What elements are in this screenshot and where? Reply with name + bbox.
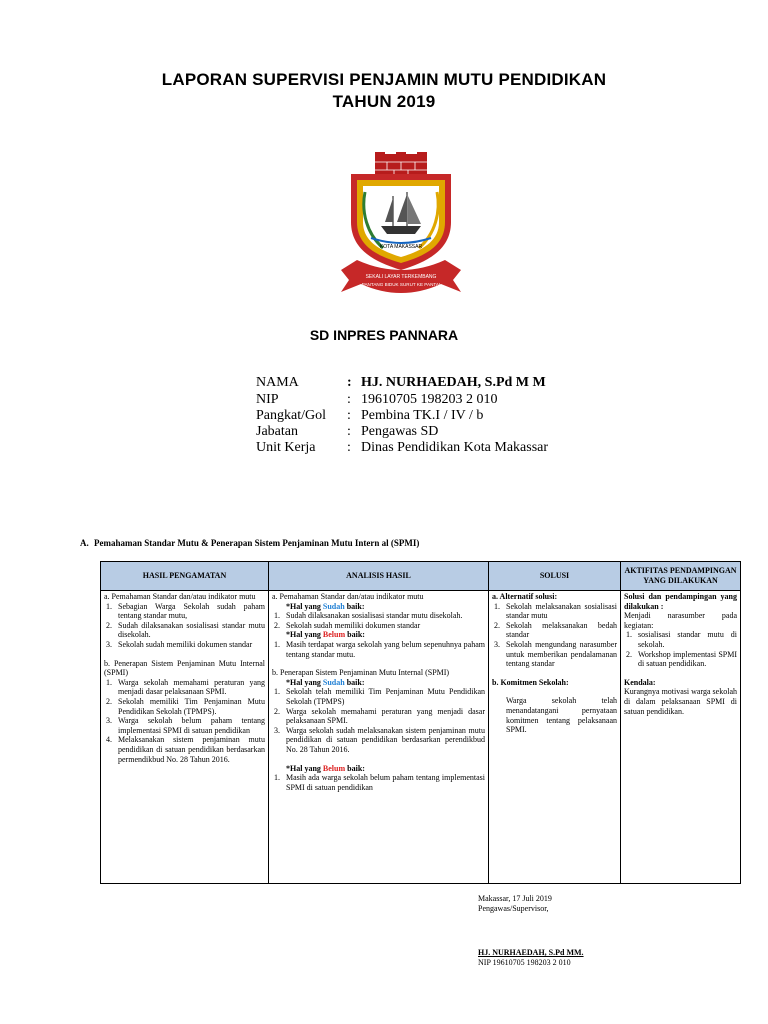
belum-label: *Hal yang Belum baik: bbox=[286, 763, 365, 773]
list-item: 2. Warga sekolah memahami peraturan yang menjadi dasar pelaksanaan SPMI. bbox=[274, 706, 485, 726]
list-item: 1. Sebagian Warga Sekolah sudah paham tentang standar mutu, bbox=[106, 601, 265, 621]
list-item: 1. sosialisasi standar mutu di sekolah. bbox=[626, 630, 737, 649]
sudah-label: *Hal yang Sudah baik: bbox=[286, 677, 365, 687]
list-item: 3. Sekolah mengundang narasumber untuk memberikan pendalamanan tentang standar bbox=[494, 639, 617, 669]
header-hasil-pengamatan: HASIL PENGAMATAN bbox=[101, 562, 269, 591]
list-item: 1. Masih ada warga sekolah belum paham tentang implementasi SPMI di satuan pendidikan bbox=[274, 773, 485, 792]
list-item: 3. Warga sekolah belum paham tentang implementasi SPMI di satuan pendidikan bbox=[106, 716, 265, 735]
header-aktifitas: AKTIFITAS PENDAMPINGAN YANG DILAKUKAN bbox=[621, 562, 741, 591]
identity-value: Pengawas SD bbox=[361, 424, 439, 439]
list-item: 2. Workshop implementasi SPMI di satuan pendidikan. bbox=[626, 649, 737, 669]
signature-block bbox=[478, 894, 584, 968]
table-row bbox=[101, 591, 741, 884]
identity-label: NAMA bbox=[256, 375, 299, 390]
col1-b-heading: b. Penerapan Sistem Penjaminan Mutu Internal (SPMI) bbox=[104, 658, 265, 678]
identity-label: Unit Kerja bbox=[256, 440, 316, 455]
cell-aktifitas bbox=[621, 591, 741, 884]
identity-colon: : bbox=[347, 392, 351, 407]
identity-colon: : bbox=[347, 408, 351, 423]
table-header-row bbox=[101, 562, 741, 591]
school-name: SD INPRES PANNARA bbox=[309, 327, 459, 343]
identity-colon: : bbox=[347, 375, 352, 390]
list-item: 2. Sekolah memiliki Tim Penjaminan Mutu Pendidikan Sekolah (TPMPS). bbox=[106, 696, 265, 716]
logo-motto-1: SEKALI LAYAR TERKEMBANG bbox=[365, 274, 437, 280]
signature-name: HJ. NURHAEDAH, S.Pd MM. bbox=[478, 948, 584, 957]
section-title: Pemahaman Standar Mutu & Penerapan Sistem Penjaminan Mutu Intern al (SPMI) bbox=[94, 538, 420, 548]
cell-hasil-pengamatan bbox=[101, 591, 269, 884]
signature-nip: NIP 19610705 198203 2 010 bbox=[478, 958, 571, 967]
belum-label: *Hal yang Belum baik: bbox=[286, 630, 365, 640]
col3-a-heading: a. Alternatif solusi: bbox=[492, 592, 558, 601]
col2-b-heading: b. Penerapan Sistem Penjaminan Mutu Internal (SPMI) bbox=[272, 668, 450, 678]
col1-a-heading: a. Pemahaman Standar dan/atau indikator mutu bbox=[104, 592, 256, 601]
section-letter: A. bbox=[80, 538, 89, 548]
list-item: 2. Sudah dilaksanakan sosialisasi standar mutu disekolah. bbox=[106, 620, 265, 640]
signature-place-date: Makassar, 17 Juli 2019 bbox=[478, 894, 552, 903]
section-heading bbox=[80, 538, 419, 548]
header-solusi: SOLUSI bbox=[489, 562, 621, 591]
signature-role: Pengawas/Supervisor, bbox=[478, 904, 549, 913]
list-item: 1. Sekolah melaksanakan sosialisasi standar mutu bbox=[494, 601, 617, 621]
identity-value: HJ. NURHAEDAH, S.Pd M M bbox=[361, 375, 546, 390]
list-item: 2. Sekolah melaksanakan bedah standar bbox=[494, 620, 617, 640]
identity-label: Pangkat/Gol bbox=[256, 408, 326, 423]
col4-heading: Solusi dan pendampingan yang dilakukan : bbox=[624, 592, 737, 611]
col3-b-text: Warga sekolah telah menandatangani pernyataan komitmen tentang pelaksanaan SPMI. bbox=[506, 696, 617, 735]
cell-solusi bbox=[489, 591, 621, 884]
identity-value: Pembina TK.I / IV / b bbox=[361, 408, 484, 423]
report-title-line1: LAPORAN SUPERVISI PENJAMIN MUTU PENDIDIKAN bbox=[161, 70, 607, 89]
sudah-label: *Hal yang Sudah baik: bbox=[286, 601, 365, 611]
supervision-table bbox=[100, 561, 741, 884]
city-emblem-logo bbox=[337, 152, 465, 302]
identity-colon: : bbox=[347, 440, 351, 455]
list-item: 1. Masih terdapat warga sekolah yang belum sepenuhnya paham tentang standar mutu. bbox=[274, 639, 485, 659]
report-title-line2: TAHUN 2019 bbox=[332, 92, 436, 111]
list-item: 3. Sekolah sudah memiliki dokumen standar bbox=[106, 639, 253, 649]
logo-city-text: KOTA MAKASSAR bbox=[379, 244, 423, 250]
identity-value: Dinas Pendidikan Kota Makassar bbox=[361, 440, 549, 455]
identity-label: NIP bbox=[256, 392, 279, 407]
kendala-heading: Kendala: bbox=[624, 677, 656, 687]
cell-analisis-hasil bbox=[269, 591, 489, 884]
col4-intro: Menjadi narasumber pada kegiatan: bbox=[624, 611, 737, 630]
list-item: 1. Sekolah telah memiliki Tim Penjaminan Mutu Pendidikan Sekolah (TPMPS) bbox=[274, 687, 485, 706]
col2-a-heading: a. Pemahaman Standar dan/atau indikator mutu bbox=[272, 592, 424, 601]
list-item: 2. Sekolah sudah memiliki dokumen standar bbox=[274, 620, 421, 630]
identity-value: 19610705 198203 2 010 bbox=[361, 392, 498, 407]
identity-label: Jabatan bbox=[256, 424, 298, 439]
col3-b-heading: b. Komitmen Sekolah: bbox=[492, 677, 569, 687]
list-item: 3. Warga sekolah sudah melaksanakan sistem penjaminan mutu pendidikan di satuan pendidikan berdasarkan perendikbud No. 28 Tahun 2016. bbox=[274, 725, 485, 754]
identity-colon: : bbox=[347, 424, 351, 439]
list-item: 1. Sudah dilaksanakan sosialisasi standar mutu disekolah. bbox=[274, 611, 463, 621]
logo-motto-2: PANTANG BIDUK SURUT KE PANTAI bbox=[361, 282, 441, 287]
header-analisis-hasil: ANALISIS HASIL bbox=[269, 562, 489, 591]
list-item: 4. Melaksanakan sistem penjaminan mutu pendidikan di satuan pendidikan berdasarkan permendikbud No. 28 Tahun 2016. bbox=[106, 735, 265, 764]
kendala-text: Kurangnya motivasi warga sekolah di dalam pelaksanaan SPMI di satuan pendidikan. bbox=[624, 687, 737, 716]
list-item: 1. Warga sekolah memahami peraturan yang menjadi dasar pelaksanaan SPMI. bbox=[106, 677, 265, 697]
